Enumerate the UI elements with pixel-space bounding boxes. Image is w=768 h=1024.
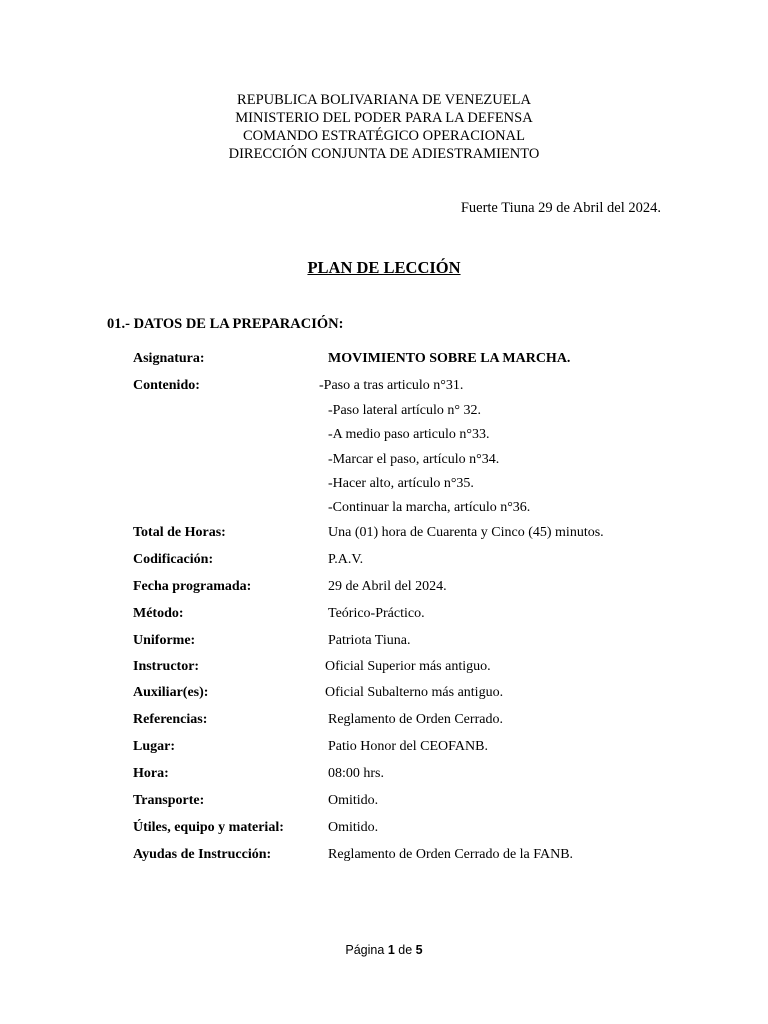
auxiliares-value: Oficial Subalterno más antiguo. xyxy=(325,685,504,700)
referencias-value: Reglamento de Orden Cerrado. xyxy=(328,712,503,727)
metodo-value: Teórico-Práctico. xyxy=(328,606,425,621)
transporte-label: Transporte: xyxy=(133,793,205,808)
contenido-item: -Paso a tras articulo n°31. xyxy=(319,378,464,393)
utiles-value: Omitido. xyxy=(328,820,379,835)
metodo-label: Método: xyxy=(133,606,184,621)
auxiliares-label: Auxiliar(es): xyxy=(133,685,209,700)
lugar-value: Patio Honor del CEOFANB. xyxy=(328,739,488,754)
total-horas-label: Total de Horas: xyxy=(133,525,226,540)
instructor-value: Oficial Superior más antiguo. xyxy=(325,659,491,674)
hora-label: Hora: xyxy=(133,766,169,781)
uniforme-value: Patriota Tiuna. xyxy=(328,633,411,648)
transporte-value: Omitido. xyxy=(328,793,379,808)
contenido-item: -Continuar la marcha, artículo n°36. xyxy=(328,500,531,515)
contenido-item: -Hacer alto, artículo n°35. xyxy=(328,476,474,491)
document-header xyxy=(0,91,768,163)
codificacion-label: Codificación: xyxy=(133,552,214,567)
ayudas-value: Reglamento de Orden Cerrado de la FANB. xyxy=(328,847,574,862)
contenido-item: -A medio paso articulo n°33. xyxy=(328,427,490,442)
footer-of-word: de xyxy=(398,943,413,957)
codificacion-value: P.A.V. xyxy=(328,552,364,567)
footer-page-word: Página xyxy=(345,943,385,957)
contenido-item: -Paso lateral artículo n° 32. xyxy=(328,403,481,418)
header-line-ministry: MINISTERIO DEL PODER PARA LA DEFENSA xyxy=(235,110,533,126)
asignatura-value: MOVIMIENTO SOBRE LA MARCHA. xyxy=(328,351,571,366)
uniforme-label: Uniforme: xyxy=(133,633,196,648)
header-line-republic: REPUBLICA BOLIVARIANA DE VENEZUELA xyxy=(237,92,531,108)
section-heading: 01.- DATOS DE LA PREPARACIÓN: xyxy=(107,316,344,332)
asignatura-label: Asignatura: xyxy=(133,351,205,366)
total-horas-value: Una (01) hora de Cuarenta y Cinco (45) minutos. xyxy=(328,525,604,540)
lugar-label: Lugar: xyxy=(133,739,175,754)
instructor-label: Instructor: xyxy=(133,659,200,674)
contenido-label: Contenido: xyxy=(133,378,200,393)
document-title xyxy=(0,258,768,278)
fecha-value: 29 de Abril del 2024. xyxy=(328,579,447,594)
header-line-command: COMANDO ESTRATÉGICO OPERACIONAL xyxy=(243,128,525,144)
header-line-direction: DIRECCIÓN CONJUNTA DE ADIESTRAMIENTO xyxy=(228,146,540,162)
fecha-label: Fecha programada: xyxy=(133,579,252,594)
contenido-item: -Marcar el paso, artículo n°34. xyxy=(328,452,500,467)
hora-value: 08:00 hrs. xyxy=(328,766,384,781)
footer-total-pages: 5 xyxy=(415,943,423,957)
page-footer xyxy=(0,943,768,957)
footer-current-page: 1 xyxy=(387,943,395,957)
document-title-text: PLAN DE LECCIÓN xyxy=(307,258,461,277)
place-date-line: Fuerte Tiuna 29 de Abril del 2024. xyxy=(460,200,661,216)
ayudas-label: Ayudas de Instrucción: xyxy=(133,847,272,862)
utiles-label: Útiles, equipo y material: xyxy=(133,820,284,835)
referencias-label: Referencias: xyxy=(133,712,208,727)
